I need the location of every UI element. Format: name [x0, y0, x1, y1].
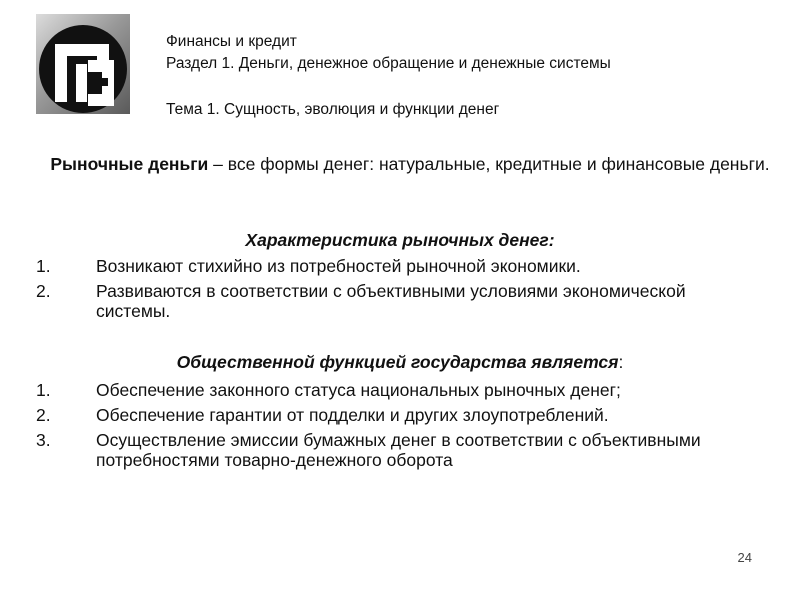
list-item: [36, 430, 756, 470]
list-item-text: Осуществление эмиссии бумажных денег в соответствии с объективными потребностями товарно-денежного оборота: [96, 430, 701, 470]
list-item-number: 2.: [36, 281, 51, 301]
lead-paragraph: [40, 150, 780, 179]
lead-term: Рыночные деньги: [50, 154, 209, 174]
list-item-text: Обеспечение гарантии от подделки и других злоупотреблений.: [96, 405, 609, 425]
org-logo-icon: [36, 14, 130, 114]
list-item: [36, 256, 756, 276]
state-function-title: Общественной функцией государства является: [176, 352, 619, 372]
list-item-number: 2.: [36, 405, 51, 425]
section-title: Раздел 1. Деньги, денежное обращение и денежные системы: [166, 55, 611, 72]
list-item-number: 3.: [36, 430, 51, 450]
list-item-number: 1.: [36, 380, 51, 400]
list-item-text: Обеспечение законного статуса национальных рыночных денег;: [96, 380, 621, 400]
list-item-text: Возникают стихийно из потребностей рыночной экономики.: [96, 256, 581, 276]
characteristics-heading: [0, 230, 800, 251]
list-item: [36, 281, 756, 321]
state-function-title-colon: :: [618, 352, 624, 372]
characteristics-title: Характеристика рыночных денег:: [245, 230, 555, 250]
page-number: 24: [737, 550, 752, 565]
list-item: [36, 405, 756, 425]
topic-title: Тема 1. Сущность, эволюция и функции денег: [166, 101, 500, 118]
course-title: Финансы и кредит: [166, 33, 297, 50]
list-item-number: 1.: [36, 256, 51, 276]
characteristics-list: [36, 256, 756, 326]
list-item: [36, 380, 756, 400]
slide-header: [166, 31, 611, 121]
state-function-list: [36, 380, 756, 475]
state-function-heading: [0, 352, 800, 373]
lead-definition: – все формы денег: натуральные, кредитные и финансовые деньги.: [208, 154, 770, 174]
logo-graphic: [36, 14, 130, 114]
list-item-text: Развиваются в соответствии с объективными условиями экономической системы.: [96, 281, 686, 321]
